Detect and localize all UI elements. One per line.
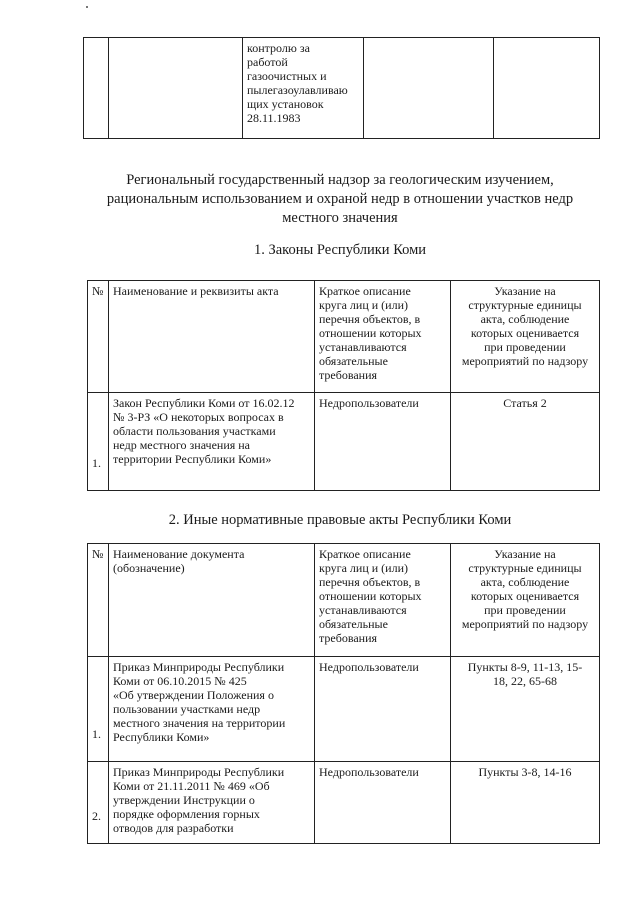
scan-speck [86,6,88,8]
row-num: 2. [88,762,109,844]
header-units: Указание на структурные единицы акта, соблюдение которых оценивается при проведении мероприятий по надзору [451,281,600,393]
row-description: Недропользователи [315,657,451,762]
header-description: Краткое описание круга лиц и (или) перечня объектов, в отношении которых устанавливаются обязательные требования [315,281,451,393]
header-name: Наименование и реквизиты акта [109,281,315,393]
table-header-row [88,281,600,393]
row-description: Недропользователи [315,393,451,491]
row-description: Недропользователи [315,762,451,844]
other-acts-table [87,543,600,844]
table-cell [109,38,243,139]
row-units: Пункты 8-9, 11-13, 15- 18, 22, 65-68 [451,657,600,762]
table-row [88,762,600,844]
row-units: Статья 2 [451,393,600,491]
header-num: № [88,544,109,657]
header-description: Краткое описание круга лиц и (или) перечня объектов, в отношении которых устанавливаются обязательные требования [315,544,451,657]
table-row [88,657,600,762]
header-units: Указание на структурные единицы акта, соблюдение которых оценивается при проведении мероприятий по надзору [451,544,600,657]
laws-table [87,280,600,491]
section-title: Региональный государственный надзор за геологическим изучением, рациональным использованием и охраной недр в отношении участков недр местного значения [106,172,574,226]
header-name: Наименование документа (обозначение) [109,544,315,657]
row-num: 1. [88,657,109,762]
table-row [88,393,600,491]
laws-heading: 1. Законы Республики Коми [253,242,427,258]
header-num: № [88,281,109,393]
continuation-cell: контролю за работой газоочистных и пылегазоулавливаю щих установок 28.11.1983 [243,38,364,139]
row-name: Закон Республики Коми от 16.02.12 № 3-РЗ «О некоторых вопросах в области пользования участками недр местного значения на территории Республики Коми» [109,393,315,491]
table-header-row [88,544,600,657]
table-cell [84,38,109,139]
table-row [84,38,600,139]
row-name: Приказ Минприроды Республики Коми от 06.10.2015 № 425 «Об утверждении Положения о пользовании участками недр местного значения на территории Республики Коми» [109,657,315,762]
other-acts-heading: 2. Иные нормативные правовые акты Республики Коми [168,512,512,528]
row-units: Пункты 3-8, 14-16 [451,762,600,844]
continuation-table [83,37,600,139]
table-cell [494,38,600,139]
row-num: 1. [88,393,109,491]
row-name: Приказ Минприроды Республики Коми от 21.11.2011 № 469 «Об утверждении Инструкции о порядке оформления горных отводов для разработки [109,762,315,844]
table-cell [364,38,494,139]
